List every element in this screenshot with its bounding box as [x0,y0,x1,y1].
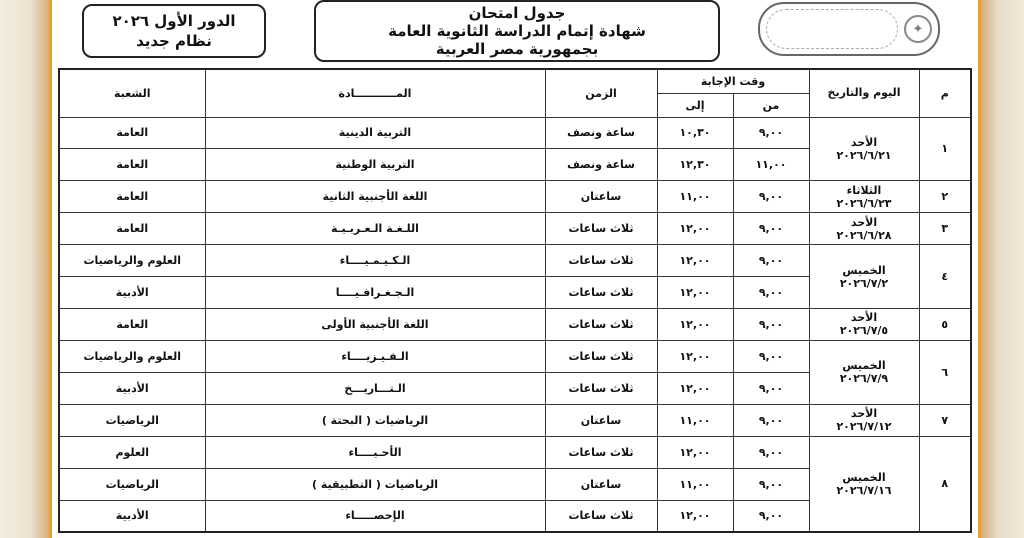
time-to: ١٢,٠٠ [657,245,733,277]
time-from: ٩,٠٠ [733,309,809,341]
certificate-name: شهادة إتمام الدراسة الثانوية العامة [388,22,646,40]
row-day-date [809,117,919,181]
row-day-date [809,436,919,532]
table-row [59,117,971,149]
branch: العلوم [59,436,205,468]
col-header-from: من [733,93,809,117]
subject: التربية الوطنية [205,149,545,181]
duration: ثلاث ساعات [545,372,657,404]
subject: الـفـيـزيــــاء [205,340,545,372]
branch: الأدبية [59,277,205,309]
row-day-date [809,340,919,404]
branch: العامة [59,309,205,341]
exam-date: ٢٠٢٦/٧/٩ [839,372,889,386]
exam-date: ٢٠٢٦/٦/٢١ [836,148,892,162]
row-number: ٢ [919,181,971,213]
exam-date: ٢٠٢٦/٧/١٢ [836,420,892,434]
table-row [59,436,971,468]
day-name: الخميس [842,263,886,277]
time-to: ١١,٠٠ [657,404,733,436]
time-to: ١٢,٠٠ [657,277,733,309]
subject: الرياضيات ( البحتة ) [205,404,545,436]
time-to: ١٢,٠٠ [657,500,733,532]
exam-date: ٢٠٢٦/٧/٥ [839,324,889,338]
time-to: ١٢,٠٠ [657,309,733,341]
table-row [59,340,971,372]
table-row [59,213,971,245]
time-from: ٩,٠٠ [733,277,809,309]
subject: الـكـيـمـيــــاء [205,245,545,277]
col-header-branch: الشعبة [59,69,205,117]
row-number: ٣ [919,213,971,245]
time-to: ١٢,٠٠ [657,436,733,468]
exam-schedule-table [58,68,972,533]
time-to: ١٠,٣٠ [657,117,733,149]
exam-date: ٢٠٢٦/٧/٢ [839,276,889,290]
subject: التربية الدينية [205,117,545,149]
col-header-subject: المـــــــــــادة [205,69,545,117]
row-day-date [809,213,919,245]
branch: العلوم والرياضيات [59,245,205,277]
left-background-strip [0,0,50,538]
subject: اللغة الأجنبية الثانية [205,181,545,213]
duration: ثلاث ساعات [545,340,657,372]
time-from: ٩,٠٠ [733,213,809,245]
branch: العامة [59,117,205,149]
right-background-strip [980,0,1024,538]
branch: الأدبية [59,500,205,532]
col-header-answer-time: وقت الإجابة [657,69,809,93]
subject: الأحـيــــاء [205,436,545,468]
col-header-duration: الزمن [545,69,657,117]
exam-schedule-sheet [50,0,980,538]
day-name: الأحد [850,311,878,325]
row-number: ٥ [919,309,971,341]
time-to: ١٢,٠٠ [657,213,733,245]
subject: الرياضيات ( التطبيقية ) [205,468,545,500]
title-box [314,0,720,62]
time-from: ٩,٠٠ [733,500,809,532]
exam-round-box [82,4,266,58]
day-name: الأحد [850,407,878,421]
system-label: نظام جديد [136,32,212,50]
time-from: ٩,٠٠ [733,372,809,404]
time-from: ٩,٠٠ [733,404,809,436]
duration: ساعة ونصف [545,117,657,149]
time-from: ٩,٠٠ [733,117,809,149]
time-to: ١٢,٣٠ [657,149,733,181]
day-name: الثلاثاء [846,183,882,197]
time-to: ١١,٠٠ [657,181,733,213]
col-header-number: م [919,69,971,117]
duration: ثلاث ساعات [545,500,657,532]
row-day-date [809,309,919,341]
branch: العامة [59,149,205,181]
country-name: بجمهورية مصر العربية [435,40,599,58]
time-from: ٩,٠٠ [733,181,809,213]
time-from: ٩,٠٠ [733,436,809,468]
exam-date: ٢٠٢٦/٧/١٦ [836,483,892,497]
day-name: الأحد [850,135,878,149]
row-day-date [809,404,919,436]
logo-ring [766,9,898,49]
row-number: ٦ [919,340,971,404]
row-number: ٧ [919,404,971,436]
day-name: الأحد [850,215,878,229]
exam-date: ٢٠٢٦/٦/٢٣ [836,196,892,210]
duration: ثلاث ساعات [545,213,657,245]
time-from: ٩,٠٠ [733,340,809,372]
time-to: ١٢,٠٠ [657,340,733,372]
duration: ساعتان [545,468,657,500]
row-number: ١ [919,117,971,181]
time-from: ١١,٠٠ [733,149,809,181]
subject: الـتـــاريـــخ [205,372,545,404]
time-to: ١٢,٠٠ [657,372,733,404]
day-name: الخميس [842,470,886,484]
row-day-date [809,181,919,213]
eagle-emblem-icon: ✦ [904,15,932,43]
col-header-to: إلى [657,93,733,117]
branch: الأدبية [59,372,205,404]
duration: ساعة ونصف [545,149,657,181]
subject: الـجـغـرافـيــــا [205,277,545,309]
duration: ساعتان [545,181,657,213]
table-row [59,309,971,341]
branch: العامة [59,181,205,213]
branch: العلوم والرياضيات [59,340,205,372]
duration: ساعتان [545,404,657,436]
row-day-date [809,245,919,309]
subject: اللـغـة الـعـربـيـة [205,213,545,245]
table-row [59,404,971,436]
day-name: الخميس [842,359,886,373]
row-number: ٨ [919,436,971,532]
schedule-body [59,117,971,532]
table-row [59,181,971,213]
table-row [59,245,971,277]
branch: الرياضيات [59,404,205,436]
time-from: ٩,٠٠ [733,468,809,500]
branch: العامة [59,213,205,245]
duration: ثلاث ساعات [545,309,657,341]
duration: ثلاث ساعات [545,245,657,277]
ministry-logo-icon [758,2,940,56]
time-to: ١١,٠٠ [657,468,733,500]
subject: اللغة الأجنبية الأولى [205,309,545,341]
subject: الإحصـــــاء [205,500,545,532]
row-number: ٤ [919,245,971,309]
exam-date: ٢٠٢٦/٦/٢٨ [836,228,892,242]
time-from: ٩,٠٠ [733,245,809,277]
branch: الرياضيات [59,468,205,500]
duration: ثلاث ساعات [545,277,657,309]
page-title: جدول امتحان [468,4,566,22]
exam-round-label: الدور الأول ٢٠٢٦ [112,12,236,30]
col-header-day-date: اليوم والتاريخ [809,69,919,117]
duration: ثلاث ساعات [545,436,657,468]
